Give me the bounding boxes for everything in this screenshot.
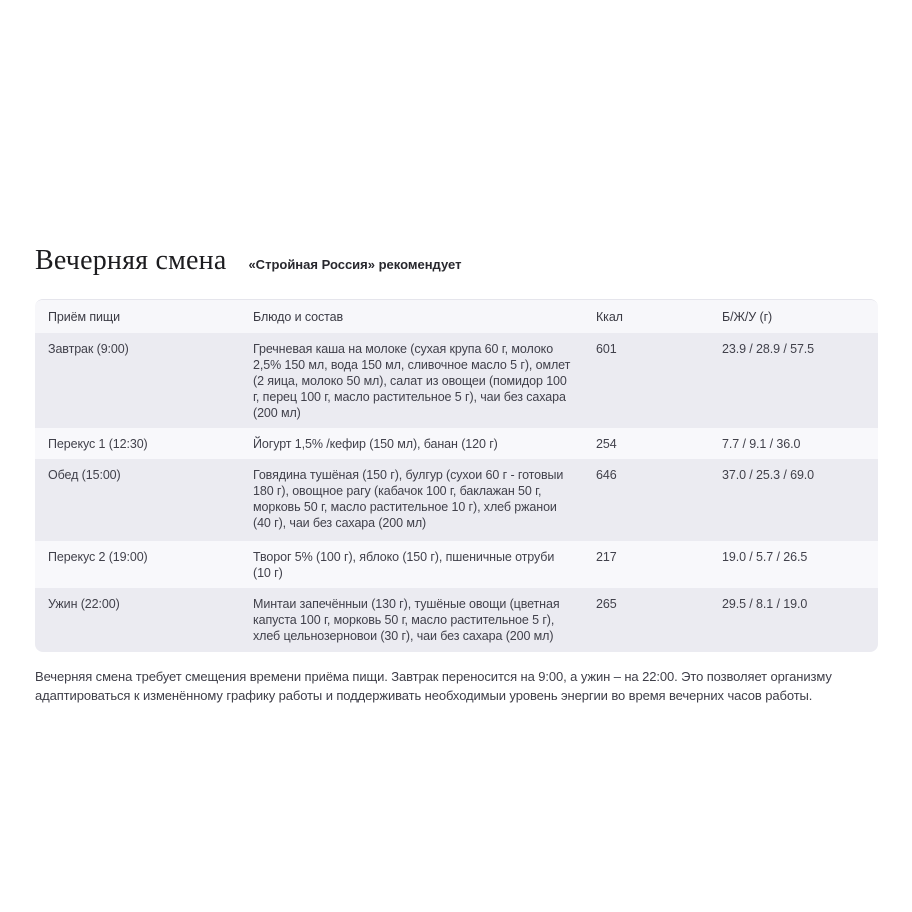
dish-composition: Йогурт 1,5% /кефир (150 мл), банан (120 г) (253, 437, 498, 451)
meal-name: Ужин (22:00) (48, 597, 120, 611)
meal-name: Перекус 1 (12:30) (48, 437, 148, 451)
page-title: Вечерняя смена (35, 245, 227, 276)
title-row (35, 246, 878, 276)
bju-value: 29.5 / 8.1 / 19.0 (722, 597, 808, 611)
kcal-value: 646 (596, 468, 617, 482)
bju-value: 37.0 / 25.3 / 69.0 (722, 468, 815, 482)
bju-value: 23.9 / 28.9 / 57.5 (722, 342, 815, 356)
dish-composition: Гречневая каша на молоке (сухая крупа 60 г, молоко 2,5% 150 мл, вода 150 мл, сливочное масло 5 г), омлет (2 яица, молоко 50 мл), салат из овощеи (помидор 100 г, перец 100 г, масло растительное 5 г), чаи без сахара (200 мл) (253, 342, 571, 420)
bju-value: 7.7 / 9.1 / 36.0 (722, 437, 801, 451)
column-header-bju: Б/Ж/У (г) (722, 310, 773, 324)
kcal-value: 217 (596, 550, 617, 564)
page-subtitle: «Стройная Россия» рекомендует (248, 257, 462, 272)
table-row-dinner (35, 588, 878, 652)
meal-name: Перекус 2 (19:00) (48, 550, 148, 564)
meal-plan-table (35, 299, 878, 652)
table-row-breakfast (35, 333, 878, 428)
column-header-kcal: Ккал (596, 310, 623, 324)
kcal-value: 254 (596, 437, 617, 451)
dish-composition: Минтаи запечённыи (130 г), тушёные овощи (цветная капуста 100 г, морковь 50 г, масло растительное 5 г), хлеб цельнозерновои (30 г), чаи без сахара (200 мл) (253, 597, 560, 643)
kcal-value: 601 (596, 342, 617, 356)
dish-composition: Говядина тушёная (150 г), булгур (сухои 60 г - готовыи 180 г), овощное рагу (кабачок 100 г, баклажан 50 г, морковь 50 г, масло растительное 10 г), хлеб ржанои (40 г), чаи без сахара (200 мл) (253, 468, 564, 530)
dish-composition: Творог 5% (100 г), яблоко (150 г), пшеничные отруби (10 г) (253, 550, 555, 580)
bju-value: 19.0 / 5.7 / 26.5 (722, 550, 808, 564)
table-row-snack-1 (35, 428, 878, 459)
table-row-lunch (35, 459, 878, 541)
footer-note: Вечерняя смена требует смещения времени приёма пищи. Завтрак переносится на 9:00, а ужин – на 22:00. Это позволяет организму адаптироваться к изменённому графику работы и поддерживать необходимыи уровень энергии во время вечерних часов работы. (35, 669, 832, 703)
table-header-row (35, 300, 878, 333)
document-content (35, 246, 878, 705)
column-header-meal: Приём пищи (48, 310, 120, 324)
meal-name: Завтрак (9:00) (48, 342, 129, 356)
column-header-dish: Блюдо и состав (253, 310, 344, 324)
meal-name: Обед (15:00) (48, 468, 121, 482)
kcal-value: 265 (596, 597, 617, 611)
table-row-snack-2 (35, 541, 878, 588)
